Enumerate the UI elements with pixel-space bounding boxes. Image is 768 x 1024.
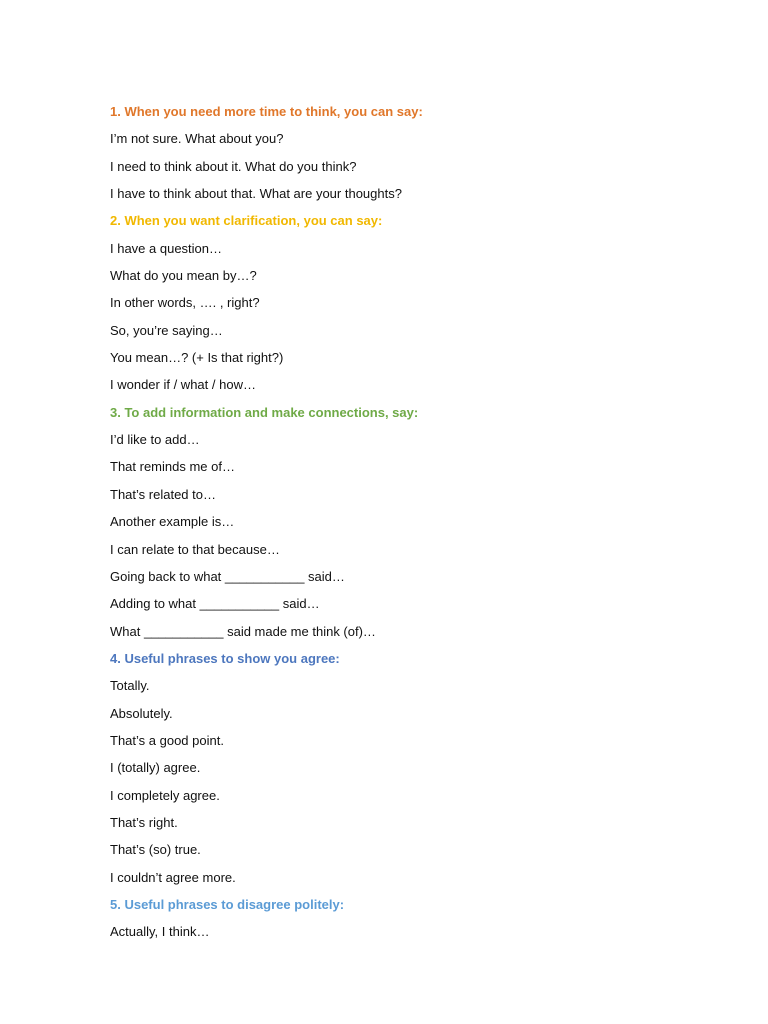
section-heading: 5. Useful phrases to disagree politely: bbox=[110, 896, 345, 912]
phrase-line: In other words, …. , right? bbox=[110, 295, 260, 311]
document-page bbox=[110, 102, 730, 950]
phrase-line: Going back to what ___________ said… bbox=[110, 568, 345, 584]
section-need-time bbox=[110, 102, 730, 211]
phrase-line: That’s a good point. bbox=[110, 732, 224, 748]
section-heading: 1. When you need more time to think, you can say: bbox=[110, 104, 423, 119]
phrase-line: So, you’re saying… bbox=[110, 322, 223, 338]
phrase-line: What ___________ said made me think (of)… bbox=[110, 623, 376, 639]
section-clarification bbox=[110, 211, 730, 402]
phrase-line: What do you mean by…? bbox=[110, 268, 257, 284]
section-heading: 4. Useful phrases to show you agree: bbox=[110, 650, 340, 666]
section-heading: 3. To add information and make connections, say: bbox=[110, 404, 419, 420]
phrase-line: Adding to what ___________ said… bbox=[110, 596, 320, 612]
phrase-line: Another example is… bbox=[110, 514, 235, 530]
phrase-line: I couldn’t agree more. bbox=[110, 869, 236, 885]
phrase-line: I need to think about it. What do you think? bbox=[110, 158, 357, 174]
phrase-line: I (totally) agree. bbox=[110, 760, 201, 776]
phrase-line: I completely agree. bbox=[110, 787, 220, 803]
section-heading: 2. When you want clarification, you can say: bbox=[110, 213, 383, 229]
section-add-information bbox=[110, 403, 730, 649]
phrase-line: Actually, I think… bbox=[110, 924, 210, 940]
phrase-line: That’s right. bbox=[110, 814, 178, 830]
phrase-line: I wonder if / what / how… bbox=[110, 377, 256, 393]
phrase-line: That reminds me of… bbox=[110, 459, 235, 475]
phrase-line: Absolutely. bbox=[110, 705, 173, 721]
section-agree bbox=[110, 649, 730, 895]
phrase-line: I have a question… bbox=[110, 240, 223, 256]
phrase-line: Totally. bbox=[110, 678, 150, 694]
phrase-line: I can relate to that because… bbox=[110, 541, 280, 557]
phrase-line: You mean…? (+ Is that right?) bbox=[110, 350, 284, 366]
phrase-line: I’m not sure. What about you? bbox=[110, 131, 284, 147]
section-disagree bbox=[110, 895, 730, 950]
phrase-line: That’s (so) true. bbox=[110, 842, 201, 858]
phrase-line: I’d like to add… bbox=[110, 432, 200, 448]
phrase-line: That’s related to… bbox=[110, 486, 216, 502]
phrase-line: I have to think about that. What are your thoughts? bbox=[110, 186, 402, 202]
